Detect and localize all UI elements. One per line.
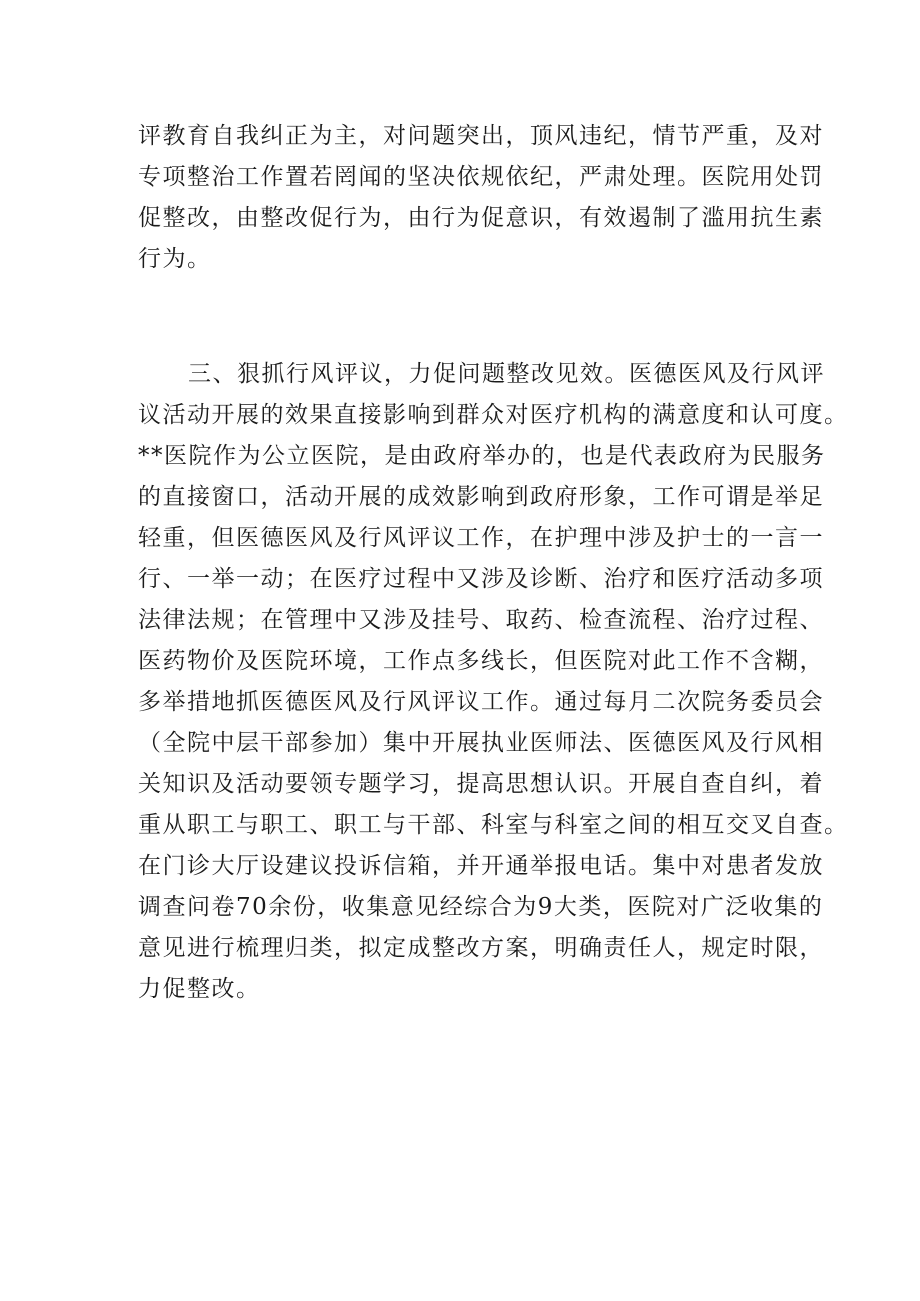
paragraph-section-three <box>138 354 849 1010</box>
text-line: 法律法规；在管理中又涉及挂号、取药、检查流程、治疗过程、 <box>138 607 824 633</box>
text-line: 评教育自我纠正为主，对问题突出，顶风违纪，情节严重，及对 <box>138 123 824 149</box>
paragraph-continuation <box>138 116 824 280</box>
text-line: **医院作为公立医院，是由政府举办的，也是代表政府为民服务 <box>138 443 826 469</box>
text-line: （全院中层干部参加）集中开展执业医师法、医德医风及行风相 <box>138 730 824 756</box>
text-line: 关知识及活动要领专题学习，提高思想认识。开展自查自纠，着 <box>138 771 824 797</box>
text-line: 行为。 <box>138 246 212 272</box>
text-line: 的直接窗口，活动开展的成效影响到政府形象，工作可谓是举足 <box>138 484 824 510</box>
text-line: 力促整改。 <box>138 976 261 1002</box>
text-line: 意见进行梳理归类，拟定成整改方案，明确责任人，规定时限， <box>138 935 824 961</box>
text-line: 议活动开展的效果直接影响到群众对医疗机构的满意度和认可度。 <box>138 402 849 428</box>
text-line: 重从职工与职工、职工与干部、科室与科室之间的相互交叉自查。 <box>138 812 849 838</box>
text-line: 轻重，但医德医风及行风评议工作，在护理中涉及护士的一言一 <box>138 525 824 551</box>
text-line: 调查问卷70余份，收集意见经综合为9大类，医院对广泛收集的 <box>138 894 824 920</box>
text-line: 在门诊大厅设建议投诉信箱，并开通举报电话。集中对患者发放 <box>138 853 824 879</box>
text-line: 促整改，由整改促行为，由行为促意识，有效遏制了滥用抗生素 <box>138 205 824 231</box>
text-line: 专项整治工作置若罔闻的坚决依规依纪，严肃处理。医院用处罚 <box>138 164 824 190</box>
text-line-first: 三、狠抓行风评议，力促问题整改见效。医德医风及行风评 <box>188 361 825 387</box>
text-line: 行、一举一动；在医疗过程中又涉及诊断、治疗和医疗活动多项 <box>138 566 824 592</box>
text-line: 多举措地抓医德医风及行风评议工作。通过每月二次院务委员会 <box>138 689 824 715</box>
text-line: 医药物价及医院环境，工作点多线长，但医院对此工作不含糊， <box>138 648 824 674</box>
